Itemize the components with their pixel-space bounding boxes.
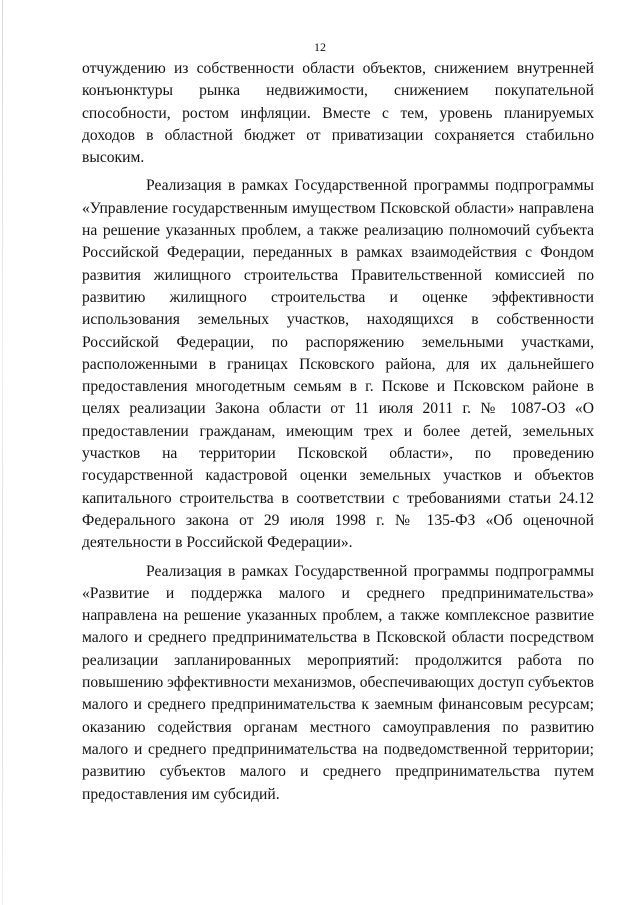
paragraph-small-business: Реализация в рамках Государственной программы подпрограммы «Развитие и поддержка малого и среднего предпринимательства» направлена на решение указанных проблем, а также комплексное развитие малого и среднего предпринимательства в Псковской области посредством реализации запланированных мероприятий: продолжится работа по повышению эффективности механизмов, обеспечивающих доступ субъектов малого и среднего предпринимательства к заемным финансовым ресурсам; оказанию содействия органам местного самоуправления по развитию малого и среднего предпринимательства на подведомственной территории; развитию субъектов малого и среднего предпринимательства путем предоставления им субсидий. [82,562,595,803]
page-number: 12 [314,40,326,54]
scan-edge [2,0,3,905]
body-text [82,58,594,806]
paragraph-property-management: Реализация в рамках Государственной программы подпрограммы «Управление государственным имуществом Псковской области» направлена на решение указанных проблем, а также реализацию полномочий субъекта Российской Федерации, переданных в рамках взаимодействия с Фондом развития жилищного строительства Правительственной комиссией по развитию жилищного строительства и оценке эффективности использования земельных участков, находящихся в собственности Российской Федерации, по распоряжению земельными участками, расположенными в границах Псковского района, для их дальнейшего предоставления многодетным семьям в г. Пскове и Псковском районе в целях реализации Закона области от 11 июля 2011 г. № 1087-ОЗ «О предоставлении гражданам, имеющим трех и более детей, земельных участков на территории Псковской области», по проведению государственной кадастровой оценки земельных участков и объектов капитального строительства в соответствии с требованиями статьи 24.12 Федерального закона от 29 июля 1998 г. № 135-ФЗ «Об оценочной деятельности в Российской Федерации». [82,177,594,552]
paragraph-continuation: отчуждению из собственности области объектов, снижением внутренней конъюнктуры рынка недвижимости, снижением покупательной способности, ростом инфляции. Вместе с тем, уровень планируемых доходов в областной бюджет от приватизации сохраняется стабильно высоким. [82,60,594,167]
